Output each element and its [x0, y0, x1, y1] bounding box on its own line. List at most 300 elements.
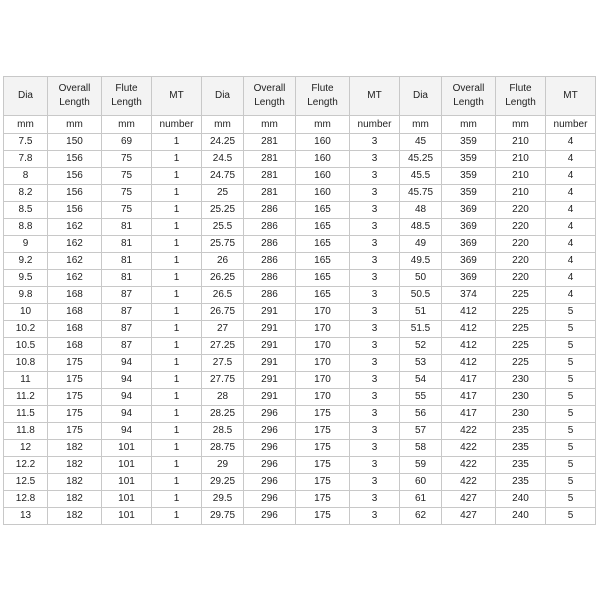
table-cell: 75 [102, 202, 152, 219]
table-cell: 53 [400, 355, 442, 372]
table-cell: 75 [102, 168, 152, 185]
table-cell: 25.25 [202, 202, 244, 219]
table-cell: 220 [496, 253, 546, 270]
table-cell: 210 [496, 151, 546, 168]
table-cell: 160 [296, 134, 350, 151]
table-cell: 412 [442, 355, 496, 372]
table-cell: 5 [546, 406, 596, 423]
table-cell: 1 [152, 253, 202, 270]
table-cell: 281 [244, 168, 296, 185]
table-cell: 51 [400, 304, 442, 321]
table-cell: 170 [296, 338, 350, 355]
table-row [4, 304, 596, 321]
unit-cell: number [546, 116, 596, 134]
table-row [4, 474, 596, 491]
table-row [4, 168, 596, 185]
table-cell: 8.5 [4, 202, 48, 219]
table-cell: 296 [244, 406, 296, 423]
table-cell: 28.75 [202, 440, 244, 457]
table-cell: 296 [244, 440, 296, 457]
table-cell: 11.2 [4, 389, 48, 406]
drill-spec-table [3, 76, 596, 525]
table-cell: 4 [546, 270, 596, 287]
table-cell: 359 [442, 185, 496, 202]
table-cell: 81 [102, 253, 152, 270]
table-cell: 3 [350, 202, 400, 219]
table-cell: 168 [48, 287, 102, 304]
table-cell: 25.5 [202, 219, 244, 236]
table-cell: 5 [546, 389, 596, 406]
table-cell: 3 [350, 134, 400, 151]
table-cell: 10.8 [4, 355, 48, 372]
table-cell: 422 [442, 474, 496, 491]
table-cell: 422 [442, 457, 496, 474]
table-cell: 3 [350, 151, 400, 168]
table-cell: 9.8 [4, 287, 48, 304]
table-cell: 1 [152, 440, 202, 457]
table-cell: 26.25 [202, 270, 244, 287]
unit-cell: mm [296, 116, 350, 134]
table-cell: 101 [102, 457, 152, 474]
table-cell: 54 [400, 372, 442, 389]
table-cell: 220 [496, 236, 546, 253]
table-cell: 235 [496, 423, 546, 440]
table-cell: 369 [442, 219, 496, 236]
table-cell: 296 [244, 457, 296, 474]
unit-cell: mm [202, 116, 244, 134]
unit-cell: mm [48, 116, 102, 134]
table-cell: 1 [152, 168, 202, 185]
table-cell: 8 [4, 168, 48, 185]
table-cell: 25.75 [202, 236, 244, 253]
table-cell: 359 [442, 151, 496, 168]
table-cell: 412 [442, 304, 496, 321]
table-cell: 160 [296, 185, 350, 202]
table-row [4, 287, 596, 304]
table-cell: 230 [496, 389, 546, 406]
table-cell: 12.2 [4, 457, 48, 474]
table-cell: 165 [296, 236, 350, 253]
table-cell: 369 [442, 270, 496, 287]
table-cell: 1 [152, 287, 202, 304]
table-cell: 175 [48, 372, 102, 389]
table-cell: 7.8 [4, 151, 48, 168]
table-cell: 168 [48, 338, 102, 355]
column-header: Overall Length [48, 77, 102, 116]
table-cell: 296 [244, 491, 296, 508]
table-cell: 26.75 [202, 304, 244, 321]
column-header: Dia [202, 77, 244, 116]
table-cell: 45.75 [400, 185, 442, 202]
table-cell: 52 [400, 338, 442, 355]
table-cell: 3 [350, 474, 400, 491]
table-cell: 235 [496, 474, 546, 491]
column-header: Flute Length [296, 77, 350, 116]
table-cell: 87 [102, 304, 152, 321]
table-cell: 94 [102, 423, 152, 440]
table-cell: 5 [546, 491, 596, 508]
table-cell: 9.5 [4, 270, 48, 287]
table-cell: 286 [244, 202, 296, 219]
table-cell: 286 [244, 270, 296, 287]
table-cell: 94 [102, 389, 152, 406]
table-cell: 225 [496, 304, 546, 321]
table-row [4, 372, 596, 389]
table-cell: 81 [102, 236, 152, 253]
table-cell: 24.75 [202, 168, 244, 185]
table-cell: 1 [152, 389, 202, 406]
column-header: Overall Length [442, 77, 496, 116]
table-cell: 220 [496, 270, 546, 287]
table-cell: 27.5 [202, 355, 244, 372]
table-cell: 28.25 [202, 406, 244, 423]
table-cell: 62 [400, 508, 442, 525]
table-cell: 29 [202, 457, 244, 474]
table-cell: 3 [350, 457, 400, 474]
table-cell: 94 [102, 372, 152, 389]
table-cell: 48 [400, 202, 442, 219]
column-header: Flute Length [102, 77, 152, 116]
table-cell: 182 [48, 491, 102, 508]
unit-cell: mm [442, 116, 496, 134]
table-cell: 3 [350, 338, 400, 355]
table-cell: 13 [4, 508, 48, 525]
table-cell: 45.5 [400, 168, 442, 185]
table-cell: 286 [244, 236, 296, 253]
column-header: MT [546, 77, 596, 116]
table-cell: 1 [152, 372, 202, 389]
table-row [4, 389, 596, 406]
table-cell: 45.25 [400, 151, 442, 168]
table-row [4, 423, 596, 440]
table-cell: 225 [496, 338, 546, 355]
table-cell: 182 [48, 508, 102, 525]
unit-cell: mm [400, 116, 442, 134]
table-cell: 1 [152, 508, 202, 525]
table-row [4, 355, 596, 372]
table-cell: 26.5 [202, 287, 244, 304]
table-cell: 75 [102, 151, 152, 168]
table-cell: 27 [202, 321, 244, 338]
table-cell: 56 [400, 406, 442, 423]
table-cell: 417 [442, 406, 496, 423]
table-cell: 210 [496, 168, 546, 185]
table-cell: 101 [102, 474, 152, 491]
table-cell: 225 [496, 355, 546, 372]
table-cell: 50.5 [400, 287, 442, 304]
table-body [4, 134, 596, 525]
table-cell: 412 [442, 321, 496, 338]
table-row [4, 185, 596, 202]
table-cell: 175 [296, 440, 350, 457]
table-cell: 235 [496, 457, 546, 474]
table-cell: 291 [244, 389, 296, 406]
table-cell: 10 [4, 304, 48, 321]
table-cell: 220 [496, 202, 546, 219]
table-cell: 3 [350, 219, 400, 236]
table-cell: 291 [244, 338, 296, 355]
table-cell: 156 [48, 168, 102, 185]
table-cell: 101 [102, 491, 152, 508]
table-cell: 165 [296, 287, 350, 304]
table-cell: 5 [546, 457, 596, 474]
table-cell: 168 [48, 321, 102, 338]
table-cell: 60 [400, 474, 442, 491]
table-cell: 150 [48, 134, 102, 151]
table-cell: 5 [546, 440, 596, 457]
table-cell: 165 [296, 253, 350, 270]
table-row [4, 134, 596, 151]
table-cell: 1 [152, 474, 202, 491]
table-row [4, 253, 596, 270]
table-cell: 1 [152, 423, 202, 440]
table-cell: 286 [244, 287, 296, 304]
table-cell: 51.5 [400, 321, 442, 338]
table-cell: 3 [350, 236, 400, 253]
table-cell: 3 [350, 440, 400, 457]
table-cell: 175 [296, 457, 350, 474]
table-cell: 427 [442, 508, 496, 525]
table-cell: 1 [152, 236, 202, 253]
column-header: Dia [4, 77, 48, 116]
table-cell: 369 [442, 253, 496, 270]
table-cell: 175 [296, 508, 350, 525]
table-cell: 27.25 [202, 338, 244, 355]
table-cell: 5 [546, 423, 596, 440]
table-cell: 175 [48, 389, 102, 406]
table-cell: 1 [152, 338, 202, 355]
table-cell: 4 [546, 219, 596, 236]
table-cell: 5 [546, 321, 596, 338]
table-cell: 165 [296, 202, 350, 219]
table-cell: 170 [296, 321, 350, 338]
table-cell: 4 [546, 151, 596, 168]
table-cell: 240 [496, 491, 546, 508]
table-cell: 101 [102, 508, 152, 525]
unit-cell: mm [102, 116, 152, 134]
table-cell: 12 [4, 440, 48, 457]
unit-cell: mm [4, 116, 48, 134]
table-cell: 3 [350, 355, 400, 372]
table-cell: 156 [48, 202, 102, 219]
table-cell: 59 [400, 457, 442, 474]
unit-row [4, 116, 596, 134]
table-row [4, 338, 596, 355]
table-cell: 1 [152, 134, 202, 151]
table-cell: 286 [244, 253, 296, 270]
table-cell: 168 [48, 304, 102, 321]
table-cell: 1 [152, 457, 202, 474]
table-cell: 291 [244, 372, 296, 389]
table-cell: 81 [102, 270, 152, 287]
table-cell: 1 [152, 491, 202, 508]
table-cell: 3 [350, 253, 400, 270]
table-cell: 162 [48, 236, 102, 253]
table-cell: 160 [296, 168, 350, 185]
table-cell: 175 [296, 423, 350, 440]
table-cell: 4 [546, 185, 596, 202]
table-cell: 160 [296, 151, 350, 168]
table-cell: 175 [48, 406, 102, 423]
table-cell: 225 [496, 321, 546, 338]
table-cell: 1 [152, 270, 202, 287]
table-cell: 170 [296, 389, 350, 406]
table-cell: 1 [152, 406, 202, 423]
table-cell: 170 [296, 372, 350, 389]
table-cell: 220 [496, 219, 546, 236]
table-cell: 50 [400, 270, 442, 287]
table-cell: 87 [102, 287, 152, 304]
table-row [4, 457, 596, 474]
table-cell: 5 [546, 304, 596, 321]
table-cell: 57 [400, 423, 442, 440]
table-cell: 5 [546, 474, 596, 491]
table-cell: 1 [152, 185, 202, 202]
column-header: Flute Length [496, 77, 546, 116]
spec-table-container [3, 76, 595, 525]
table-cell: 101 [102, 440, 152, 457]
table-cell: 9 [4, 236, 48, 253]
table-cell: 4 [546, 253, 596, 270]
table-cell: 87 [102, 338, 152, 355]
table-cell: 4 [546, 134, 596, 151]
table-cell: 10.2 [4, 321, 48, 338]
table-cell: 422 [442, 440, 496, 457]
table-cell: 11 [4, 372, 48, 389]
table-cell: 1 [152, 219, 202, 236]
table-cell: 417 [442, 389, 496, 406]
table-cell: 1 [152, 151, 202, 168]
table-cell: 58 [400, 440, 442, 457]
table-cell: 4 [546, 236, 596, 253]
table-cell: 5 [546, 355, 596, 372]
table-cell: 210 [496, 185, 546, 202]
table-cell: 1 [152, 304, 202, 321]
table-cell: 9.2 [4, 253, 48, 270]
table-cell: 359 [442, 134, 496, 151]
table-cell: 28 [202, 389, 244, 406]
table-cell: 175 [48, 355, 102, 372]
table-cell: 94 [102, 355, 152, 372]
table-row [4, 321, 596, 338]
unit-cell: number [152, 116, 202, 134]
table-cell: 4 [546, 168, 596, 185]
table-cell: 75 [102, 185, 152, 202]
table-cell: 156 [48, 151, 102, 168]
table-cell: 29.25 [202, 474, 244, 491]
table-cell: 48.5 [400, 219, 442, 236]
table-cell: 175 [48, 423, 102, 440]
table-cell: 235 [496, 440, 546, 457]
table-cell: 5 [546, 508, 596, 525]
table-cell: 182 [48, 440, 102, 457]
table-cell: 182 [48, 457, 102, 474]
table-cell: 230 [496, 406, 546, 423]
table-cell: 3 [350, 321, 400, 338]
table-row [4, 406, 596, 423]
table-cell: 10.5 [4, 338, 48, 355]
table-cell: 225 [496, 287, 546, 304]
unit-cell: number [350, 116, 400, 134]
table-cell: 291 [244, 355, 296, 372]
table-cell: 3 [350, 508, 400, 525]
table-cell: 1 [152, 355, 202, 372]
table-cell: 8.8 [4, 219, 48, 236]
table-cell: 162 [48, 270, 102, 287]
table-cell: 281 [244, 134, 296, 151]
table-cell: 182 [48, 474, 102, 491]
table-row [4, 219, 596, 236]
table-cell: 11.5 [4, 406, 48, 423]
unit-cell: mm [496, 116, 546, 134]
table-cell: 170 [296, 304, 350, 321]
table-cell: 55 [400, 389, 442, 406]
table-cell: 291 [244, 321, 296, 338]
table-cell: 175 [296, 491, 350, 508]
table-cell: 374 [442, 287, 496, 304]
table-cell: 3 [350, 372, 400, 389]
table-row [4, 440, 596, 457]
table-cell: 4 [546, 287, 596, 304]
column-header: Overall Length [244, 77, 296, 116]
table-cell: 291 [244, 304, 296, 321]
table-cell: 412 [442, 338, 496, 355]
table-cell: 1 [152, 321, 202, 338]
table-cell: 3 [350, 185, 400, 202]
table-cell: 25 [202, 185, 244, 202]
table-cell: 359 [442, 168, 496, 185]
table-cell: 296 [244, 508, 296, 525]
table-cell: 26 [202, 253, 244, 270]
table-cell: 5 [546, 338, 596, 355]
table-cell: 3 [350, 287, 400, 304]
table-cell: 11.8 [4, 423, 48, 440]
table-cell: 165 [296, 219, 350, 236]
table-cell: 230 [496, 372, 546, 389]
table-row [4, 202, 596, 219]
table-cell: 3 [350, 168, 400, 185]
table-row [4, 270, 596, 287]
table-cell: 87 [102, 321, 152, 338]
table-cell: 170 [296, 355, 350, 372]
table-cell: 175 [296, 474, 350, 491]
column-header: MT [350, 77, 400, 116]
table-cell: 12.5 [4, 474, 48, 491]
table-cell: 29.75 [202, 508, 244, 525]
table-cell: 81 [102, 219, 152, 236]
column-header: Dia [400, 77, 442, 116]
table-cell: 210 [496, 134, 546, 151]
table-row [4, 151, 596, 168]
table-cell: 12.8 [4, 491, 48, 508]
table-cell: 24.5 [202, 151, 244, 168]
table-cell: 28.5 [202, 423, 244, 440]
header-row [4, 77, 596, 116]
table-cell: 3 [350, 304, 400, 321]
table-cell: 61 [400, 491, 442, 508]
table-cell: 3 [350, 389, 400, 406]
table-cell: 240 [496, 508, 546, 525]
table-cell: 156 [48, 185, 102, 202]
table-cell: 369 [442, 202, 496, 219]
table-cell: 281 [244, 151, 296, 168]
column-header: MT [152, 77, 202, 116]
table-cell: 165 [296, 270, 350, 287]
table-cell: 3 [350, 270, 400, 287]
table-cell: 427 [442, 491, 496, 508]
table-cell: 296 [244, 474, 296, 491]
table-row [4, 508, 596, 525]
